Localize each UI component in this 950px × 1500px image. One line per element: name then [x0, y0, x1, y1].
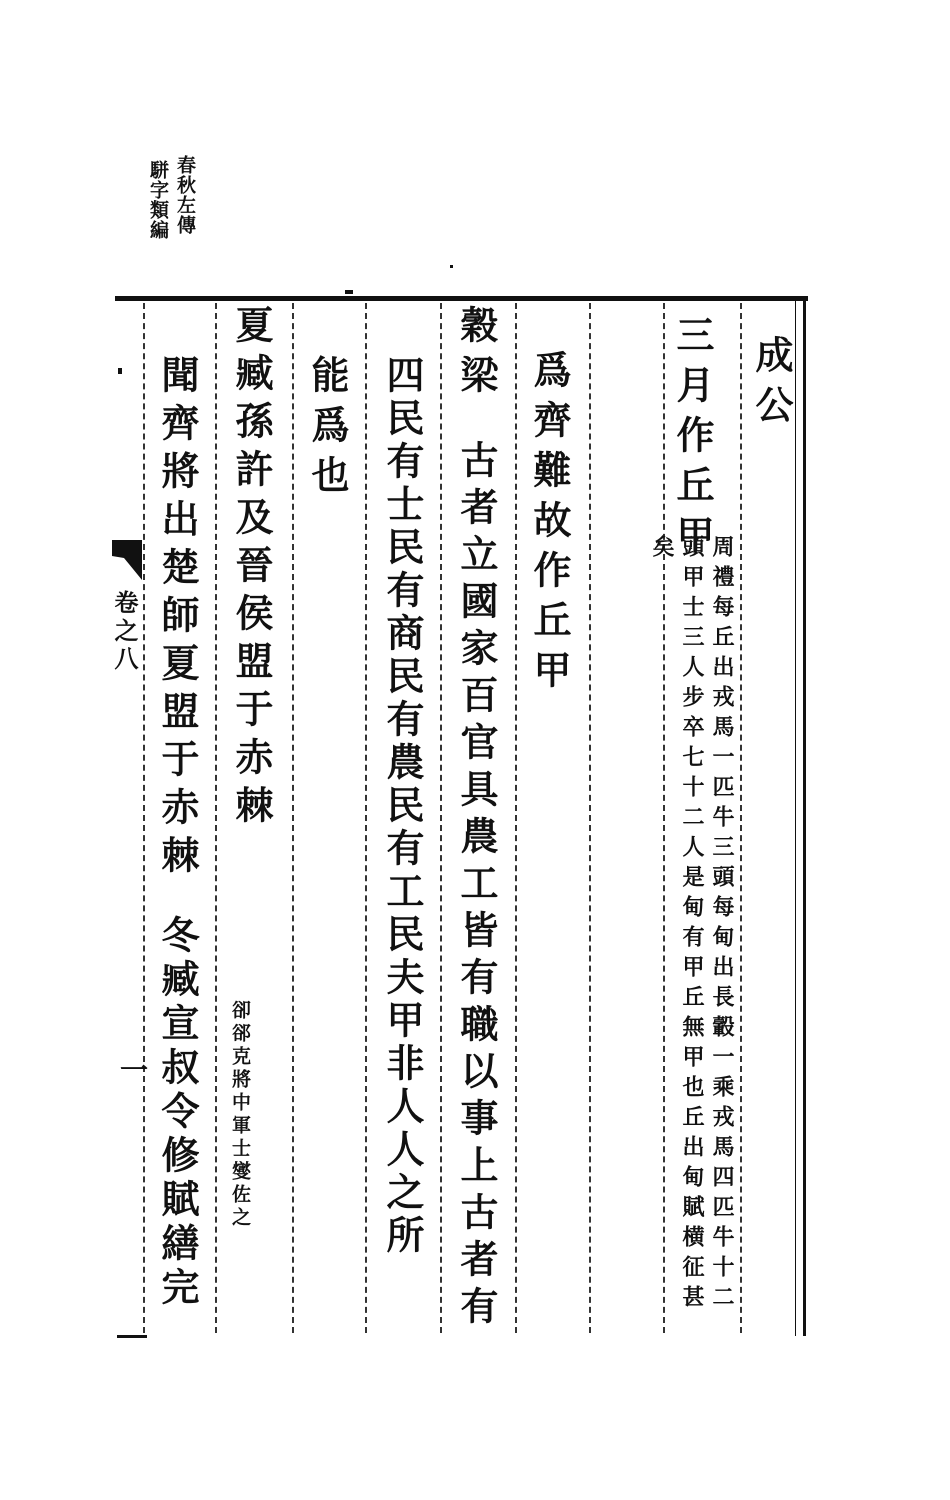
- column-divider: [215, 303, 217, 1333]
- column-divider: [292, 303, 294, 1333]
- text-col-2: 三月作丘甲: [670, 315, 715, 565]
- note-col-7: 卻郤克將中軍士燮佐之: [229, 1000, 251, 1230]
- head-col-4: 穀梁: [454, 305, 499, 405]
- right-border: [803, 296, 806, 1336]
- page-number: 一: [116, 1055, 149, 1083]
- note-col-2-text: 周禮每丘出戎馬一匹牛三頭每甸出長轂一乘戎馬四匹牛十二頭甲士三人步卒七十二人是甸有甲丘無甲也丘出甸賦横征甚矣: [649, 535, 735, 1315]
- fishtail-mark: [112, 540, 142, 580]
- column-divider: [589, 303, 591, 1333]
- ink-speck: [345, 290, 353, 294]
- column-divider: [740, 303, 742, 1333]
- right-inner-border: [795, 300, 796, 1336]
- heading-chenggong: 成公: [749, 335, 794, 435]
- ink-speck: [117, 1335, 147, 1338]
- ink-speck: [450, 265, 453, 268]
- column-divider: [440, 303, 442, 1333]
- text-col-6: 能爲也: [305, 355, 350, 505]
- text-col-5: 四民有士民有商民有農民有工民夫甲非人人之所: [380, 355, 425, 1258]
- header-label-right: 春秋左傳: [174, 155, 196, 235]
- text-col-8: 聞齊將出楚師夏盟于赤棘: [155, 355, 200, 883]
- column-divider: [365, 303, 367, 1333]
- column-divider: [515, 303, 517, 1333]
- top-border: [115, 296, 808, 301]
- note-col-2: [649, 535, 737, 1335]
- text-col-8-continued: 冬臧宣叔令修賦繕完: [155, 915, 200, 1311]
- column-divider: [663, 303, 665, 1333]
- text-col-7: 夏臧孫許及晉侯盟于赤棘: [229, 305, 274, 833]
- text-col-4: 古者立國家百官具農工皆有職以事上古者有: [454, 440, 499, 1333]
- column-divider: [143, 303, 145, 1333]
- header-label-left: 駢字類編: [147, 160, 169, 240]
- text-col-3: 爲齊難故作丘甲: [527, 350, 572, 700]
- juan-label: 卷之八: [110, 590, 139, 674]
- ink-speck: [118, 368, 122, 374]
